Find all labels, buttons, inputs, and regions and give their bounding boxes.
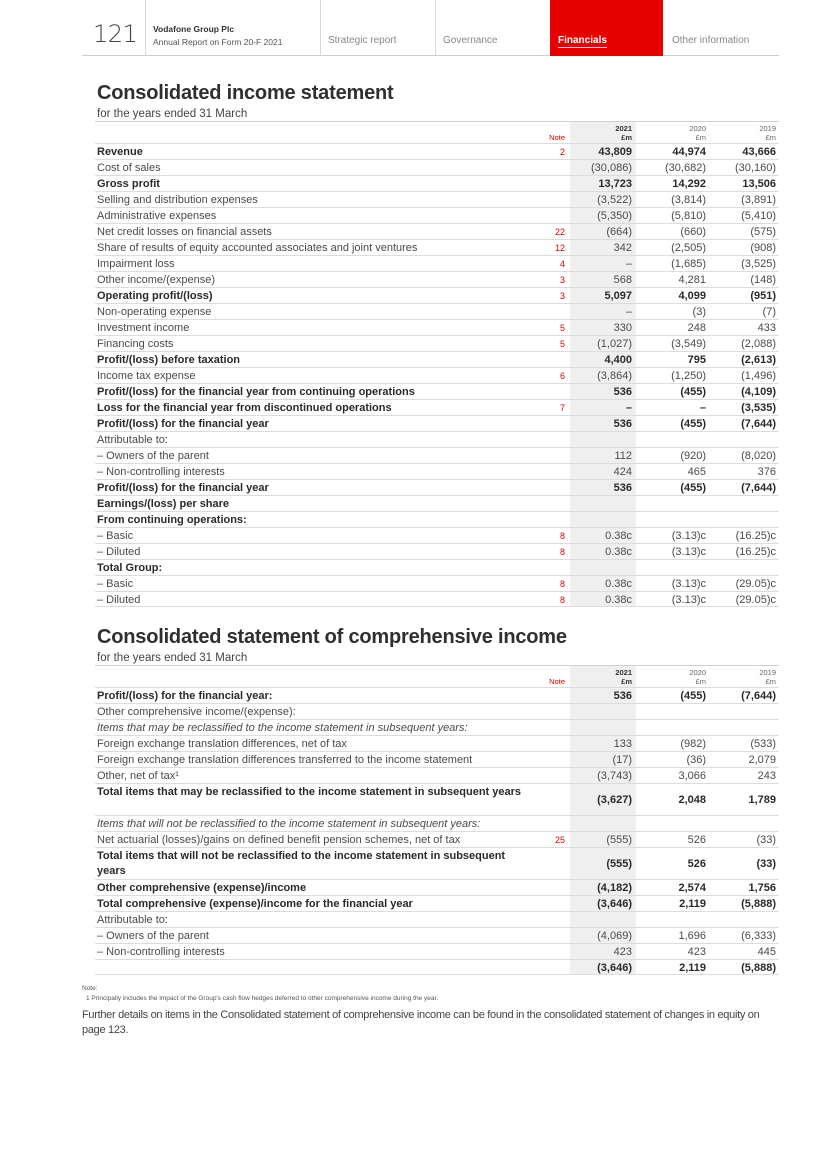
- value-2019: (4,109): [741, 386, 776, 398]
- value-2020: (5,810): [671, 210, 706, 222]
- row-note-ref: 8: [559, 595, 565, 605]
- table-row: [95, 687, 779, 703]
- table-row: [95, 287, 779, 303]
- value-2021: (3,522): [597, 194, 632, 206]
- value-2020: 795: [687, 354, 706, 366]
- table-row: [95, 399, 779, 415]
- tab-financials[interactable]: Financials: [550, 0, 663, 56]
- row-note-ref: 8: [559, 579, 565, 589]
- row-note-ref: 22: [554, 227, 565, 237]
- column-header: [95, 121, 779, 143]
- income-statement-table: [95, 121, 779, 607]
- row-note-ref: 25: [554, 835, 565, 845]
- table-row: [95, 767, 779, 783]
- value-2021: 0.38c: [605, 578, 632, 590]
- row-label: Foreign exchange translation differences transferred to the income statement: [97, 754, 473, 766]
- row-note-ref: 5: [559, 323, 565, 333]
- unit-header: £m: [765, 133, 776, 142]
- row-label: Profit/(loss) before taxation: [97, 354, 241, 366]
- table-row: [95, 911, 779, 927]
- row-note-ref: 3: [559, 275, 565, 285]
- value-2020: 14,292: [672, 178, 706, 190]
- value-2021: 0.38c: [605, 594, 632, 606]
- table-row: [95, 495, 779, 511]
- value-2020: (455): [680, 690, 706, 702]
- value-2019: (33): [756, 834, 776, 846]
- row-label: Other comprehensive (expense)/income: [97, 882, 307, 894]
- row-label: Other, net of tax¹: [97, 770, 179, 782]
- value-2020: (455): [680, 386, 706, 398]
- tab-strategic-report[interactable]: Strategic report: [328, 35, 397, 46]
- row-label: Other comprehensive income/(expense):: [97, 706, 296, 718]
- value-2021: –: [625, 306, 632, 318]
- row-label: Investment income: [97, 322, 190, 334]
- value-2019: (7,644): [741, 690, 776, 702]
- value-2020: 2,048: [678, 794, 706, 806]
- note-column-header: Note: [549, 677, 565, 686]
- value-2021: –: [625, 402, 632, 414]
- row-label: Attributable to:: [97, 914, 168, 926]
- row-note-ref: 6: [559, 371, 565, 381]
- table-row: [95, 815, 779, 831]
- year-2019-header: 2019: [759, 668, 776, 677]
- value-2021: 13,723: [598, 178, 632, 190]
- tab-governance[interactable]: Governance: [443, 35, 498, 46]
- unit-header: £m: [695, 133, 706, 142]
- row-label: Earnings/(loss) per share: [97, 498, 230, 510]
- value-2020: 526: [687, 858, 706, 870]
- header-divider: [145, 0, 146, 56]
- table-row: [95, 719, 779, 735]
- table-row: [95, 335, 779, 351]
- row-note-ref: 8: [559, 547, 565, 557]
- table-row: [95, 943, 779, 959]
- row-note-ref: 4: [559, 259, 565, 269]
- value-2019: (16.25)c: [735, 530, 776, 542]
- value-2020: 44,974: [672, 146, 706, 158]
- value-2019: (7,644): [741, 482, 776, 494]
- row-label: Items that will not be reclassified to the income statement in subsequent years:: [97, 818, 481, 830]
- row-label: Attributable to:: [97, 434, 168, 446]
- value-2021: (4,182): [597, 882, 632, 894]
- value-2020: (3,814): [671, 194, 706, 206]
- value-2020: (3.13)c: [671, 530, 706, 542]
- footnote-heading: Note:: [82, 985, 98, 992]
- value-2021: (555): [606, 858, 632, 870]
- value-2021: 5,097: [604, 290, 632, 302]
- table-row: [95, 879, 779, 895]
- value-2019: (29.05)c: [735, 578, 776, 590]
- table-row: [95, 511, 779, 527]
- table-row: [95, 927, 779, 943]
- value-2021: 536: [613, 690, 632, 702]
- value-2020: 3,066: [678, 770, 706, 782]
- year-2020-header: 2020: [689, 668, 706, 677]
- value-2019: (908): [750, 242, 776, 254]
- table-row: [95, 415, 779, 431]
- row-label: Net actuarial (losses)/gains on defined benefit pension schemes, net of tax: [97, 834, 461, 846]
- row-label: Total items that will not be reclassified to the income statement in subsequent years: [97, 850, 506, 877]
- table-row: [95, 239, 779, 255]
- value-2019: 13,506: [742, 178, 776, 190]
- page-number: 121: [93, 20, 138, 48]
- value-2020: (36): [686, 754, 706, 766]
- table-row: [95, 559, 779, 575]
- value-2021: 112: [614, 450, 632, 462]
- value-2020: 1,696: [678, 930, 706, 942]
- value-2020: (3.13)c: [671, 546, 706, 558]
- row-label: Cost of sales: [97, 162, 161, 174]
- value-2020: (1,685): [671, 258, 706, 270]
- table-row: [95, 143, 779, 159]
- table-row: [95, 479, 779, 495]
- value-2019: (7,644): [741, 418, 776, 430]
- year-2020-header: 2020: [689, 124, 706, 133]
- value-2020: 2,119: [679, 962, 706, 974]
- value-2020: 2,119: [679, 898, 706, 910]
- table-row: [95, 703, 779, 719]
- row-label: Profit/(loss) for the financial year: [97, 418, 269, 430]
- value-2019: 1,756: [748, 882, 776, 894]
- company-name: Vodafone Group Plc: [153, 24, 235, 34]
- value-2019: 376: [757, 466, 776, 478]
- value-2021: 133: [613, 738, 632, 750]
- table-row: [95, 591, 779, 607]
- row-note-ref: 5: [559, 339, 565, 349]
- table-row: [95, 367, 779, 383]
- value-2019: (29.05)c: [735, 594, 776, 606]
- unit-header: £m: [621, 133, 632, 142]
- report-name: Annual Report on Form 20-F 2021: [153, 37, 283, 47]
- value-2019: (8,020): [741, 450, 776, 462]
- row-label: Profit/(loss) for the financial year from continuing operations: [97, 386, 415, 398]
- value-2019: 433: [757, 322, 776, 334]
- table-row: [95, 271, 779, 287]
- table-row: [95, 383, 779, 399]
- value-2021: (5,350): [597, 210, 632, 222]
- value-2020: (3,549): [671, 338, 706, 350]
- row-label: – Non-controlling interests: [97, 466, 225, 478]
- row-label: – Diluted: [97, 546, 141, 558]
- value-2019: (575): [750, 226, 776, 238]
- value-2021: (3,646): [597, 898, 632, 910]
- row-note-ref: 7: [559, 403, 565, 413]
- value-2019: (2,088): [741, 338, 776, 350]
- column-header: [95, 665, 779, 687]
- value-2019: (16.25)c: [735, 546, 776, 558]
- row-label: Impairment loss: [97, 258, 175, 270]
- table-row: [95, 463, 779, 479]
- table-row: [95, 207, 779, 223]
- value-2019: (5,888): [741, 898, 776, 910]
- value-2019: 43,666: [742, 146, 776, 158]
- value-2020: (660): [680, 226, 706, 238]
- row-label: Foreign exchange translation differences, net of tax: [97, 738, 347, 750]
- row-label: – Non-controlling interests: [97, 946, 225, 958]
- value-2020: 465: [687, 466, 706, 478]
- comprehensive-income-rows: [95, 687, 779, 975]
- value-2019: (148): [750, 274, 776, 286]
- row-label: Total comprehensive (expense)/income for the financial year: [97, 898, 413, 910]
- value-2021: 424: [613, 466, 632, 478]
- row-label: – Owners of the parent: [97, 450, 209, 462]
- table-row: [95, 895, 779, 911]
- row-label: – Basic: [97, 578, 134, 590]
- row-note-ref: 2: [559, 147, 565, 157]
- tab-other-information[interactable]: Other information: [672, 35, 750, 46]
- comprehensive-income-title: Consolidated statement of comprehensive income: [97, 626, 567, 648]
- value-2021: (664): [606, 226, 632, 238]
- value-2020: (455): [680, 482, 706, 494]
- table-row: [95, 191, 779, 207]
- value-2021: 0.38c: [605, 546, 632, 558]
- further-details-text: Further details on items in the Consolidated statement of comprehensive income can be found in the consolidated statement of changes in equity on page 123.: [82, 1009, 760, 1036]
- income-statement-subtitle: for the years ended 31 March: [97, 108, 248, 120]
- value-2019: (533): [750, 738, 776, 750]
- table-row: [95, 831, 779, 847]
- row-label: Profit/(loss) for the financial year: [97, 482, 269, 494]
- row-label: – Owners of the parent: [97, 930, 209, 942]
- comprehensive-income-table: [95, 665, 779, 975]
- row-label: Income tax expense: [97, 370, 196, 382]
- value-2021: 536: [613, 482, 632, 494]
- table-row: [95, 351, 779, 367]
- value-2021: (3,743): [597, 770, 632, 782]
- value-2020: –: [699, 402, 706, 414]
- value-2021: 0.38c: [605, 530, 632, 542]
- value-2019: 1,789: [748, 794, 776, 806]
- row-label: Total items that may be reclassified to the income statement in subsequent years: [97, 786, 522, 798]
- row-label: Items that may be reclassified to the income statement in subsequent years:: [97, 722, 468, 734]
- value-2019: (33): [756, 858, 776, 870]
- value-2021: –: [625, 258, 632, 270]
- value-2019: (6,333): [741, 930, 776, 942]
- row-note-ref: 8: [559, 531, 565, 541]
- table-row: [95, 175, 779, 191]
- value-2020: (3): [692, 306, 706, 318]
- value-2021: 536: [613, 418, 632, 430]
- value-2021: (555): [606, 834, 632, 846]
- row-label: Selling and distribution expenses: [97, 194, 258, 206]
- row-label: Loss for the financial year from discontinued operations: [97, 402, 392, 414]
- value-2020: 2,574: [678, 882, 706, 894]
- table-row: [95, 447, 779, 463]
- value-2021: 568: [613, 274, 632, 286]
- value-2019: (3,525): [741, 258, 776, 270]
- row-label: Administrative expenses: [97, 210, 217, 222]
- value-2019: 243: [757, 770, 776, 782]
- row-note-ref: 12: [554, 243, 565, 253]
- value-2019: (7): [762, 306, 776, 318]
- value-2020: 4,281: [678, 274, 706, 286]
- unit-header: £m: [765, 677, 776, 686]
- value-2021: (3,646): [597, 962, 632, 974]
- row-label: Revenue: [97, 146, 143, 158]
- row-label: Profit/(loss) for the financial year:: [97, 690, 273, 702]
- value-2020: 248: [687, 322, 706, 334]
- value-2019: (2,613): [741, 354, 776, 366]
- row-label: Other income/(expense): [97, 274, 215, 286]
- year-2019-header: 2019: [759, 124, 776, 133]
- value-2019: 2,079: [748, 754, 776, 766]
- value-2021: (3,627): [597, 794, 632, 806]
- row-label: Gross profit: [97, 178, 160, 190]
- table-row: [95, 735, 779, 751]
- value-2020: (3.13)c: [671, 594, 706, 606]
- value-2019: (3,891): [741, 194, 776, 206]
- table-row: [95, 575, 779, 591]
- value-2019: (30,160): [735, 162, 776, 174]
- table-row: [95, 783, 779, 815]
- value-2021: 43,809: [598, 146, 632, 158]
- value-2020: 423: [687, 946, 706, 958]
- value-2021: (4,069): [597, 930, 632, 942]
- page-header: [82, 0, 779, 56]
- value-2021: 4,400: [604, 354, 632, 366]
- row-label: – Basic: [97, 530, 134, 542]
- footnote-1: 1 Principally includes the impact of the Group's cash flow hedges deferred to other comprehensive income during the year.: [86, 995, 439, 1002]
- value-2020: (982): [680, 738, 706, 750]
- row-label: Total Group:: [97, 562, 163, 574]
- value-2020: (1,250): [671, 370, 706, 382]
- table-row: [95, 303, 779, 319]
- value-2020: 4,099: [678, 290, 706, 302]
- value-2020: (30,682): [665, 162, 706, 174]
- value-2020: (920): [680, 450, 706, 462]
- value-2021: (17): [612, 754, 632, 766]
- table-row: [95, 543, 779, 559]
- value-2019: (1,496): [741, 370, 776, 382]
- value-2021: (3,864): [597, 370, 632, 382]
- row-label: From continuing operations:: [97, 514, 247, 526]
- table-row: [95, 319, 779, 335]
- table-row: [95, 959, 779, 975]
- row-label: Non-operating expense: [97, 306, 212, 318]
- table-row: [95, 223, 779, 239]
- note-column-header: Note: [549, 133, 565, 142]
- year-2021-header: 2021: [615, 124, 632, 133]
- income-statement-title: Consolidated income statement: [97, 82, 394, 104]
- value-2020: 526: [687, 834, 706, 846]
- value-2019: (5,888): [741, 962, 776, 974]
- unit-header: £m: [695, 677, 706, 686]
- table-row: [95, 255, 779, 271]
- value-2021: 536: [613, 386, 632, 398]
- value-2019: (5,410): [741, 210, 776, 222]
- income-statement-rows: [95, 143, 779, 607]
- value-2021: 342: [613, 242, 632, 254]
- row-label: Share of results of equity accounted associates and joint ventures: [97, 242, 418, 254]
- row-label: Operating profit/(loss): [97, 290, 213, 302]
- unit-header: £m: [621, 677, 632, 686]
- year-2021-header: 2021: [615, 668, 632, 677]
- value-2021: 423: [613, 946, 632, 958]
- table-row: [95, 751, 779, 767]
- value-2019: (951): [750, 290, 776, 302]
- value-2020: (3.13)c: [671, 578, 706, 590]
- value-2020: (455): [680, 418, 706, 430]
- table-row: [95, 847, 779, 879]
- comprehensive-income-subtitle: for the years ended 31 March: [97, 652, 248, 664]
- row-label: Net credit losses on financial assets: [97, 226, 272, 238]
- table-row: [95, 527, 779, 543]
- value-2019: (3,535): [741, 402, 776, 414]
- value-2019: 445: [757, 946, 776, 958]
- table-row: [95, 159, 779, 175]
- value-2021: (30,086): [591, 162, 632, 174]
- row-label: Financing costs: [97, 338, 174, 350]
- value-2021: 330: [613, 322, 632, 334]
- row-note-ref: 3: [559, 291, 565, 301]
- table-row: [95, 431, 779, 447]
- value-2021: (1,027): [597, 338, 632, 350]
- row-label: – Diluted: [97, 594, 141, 606]
- value-2020: (2,505): [671, 242, 706, 254]
